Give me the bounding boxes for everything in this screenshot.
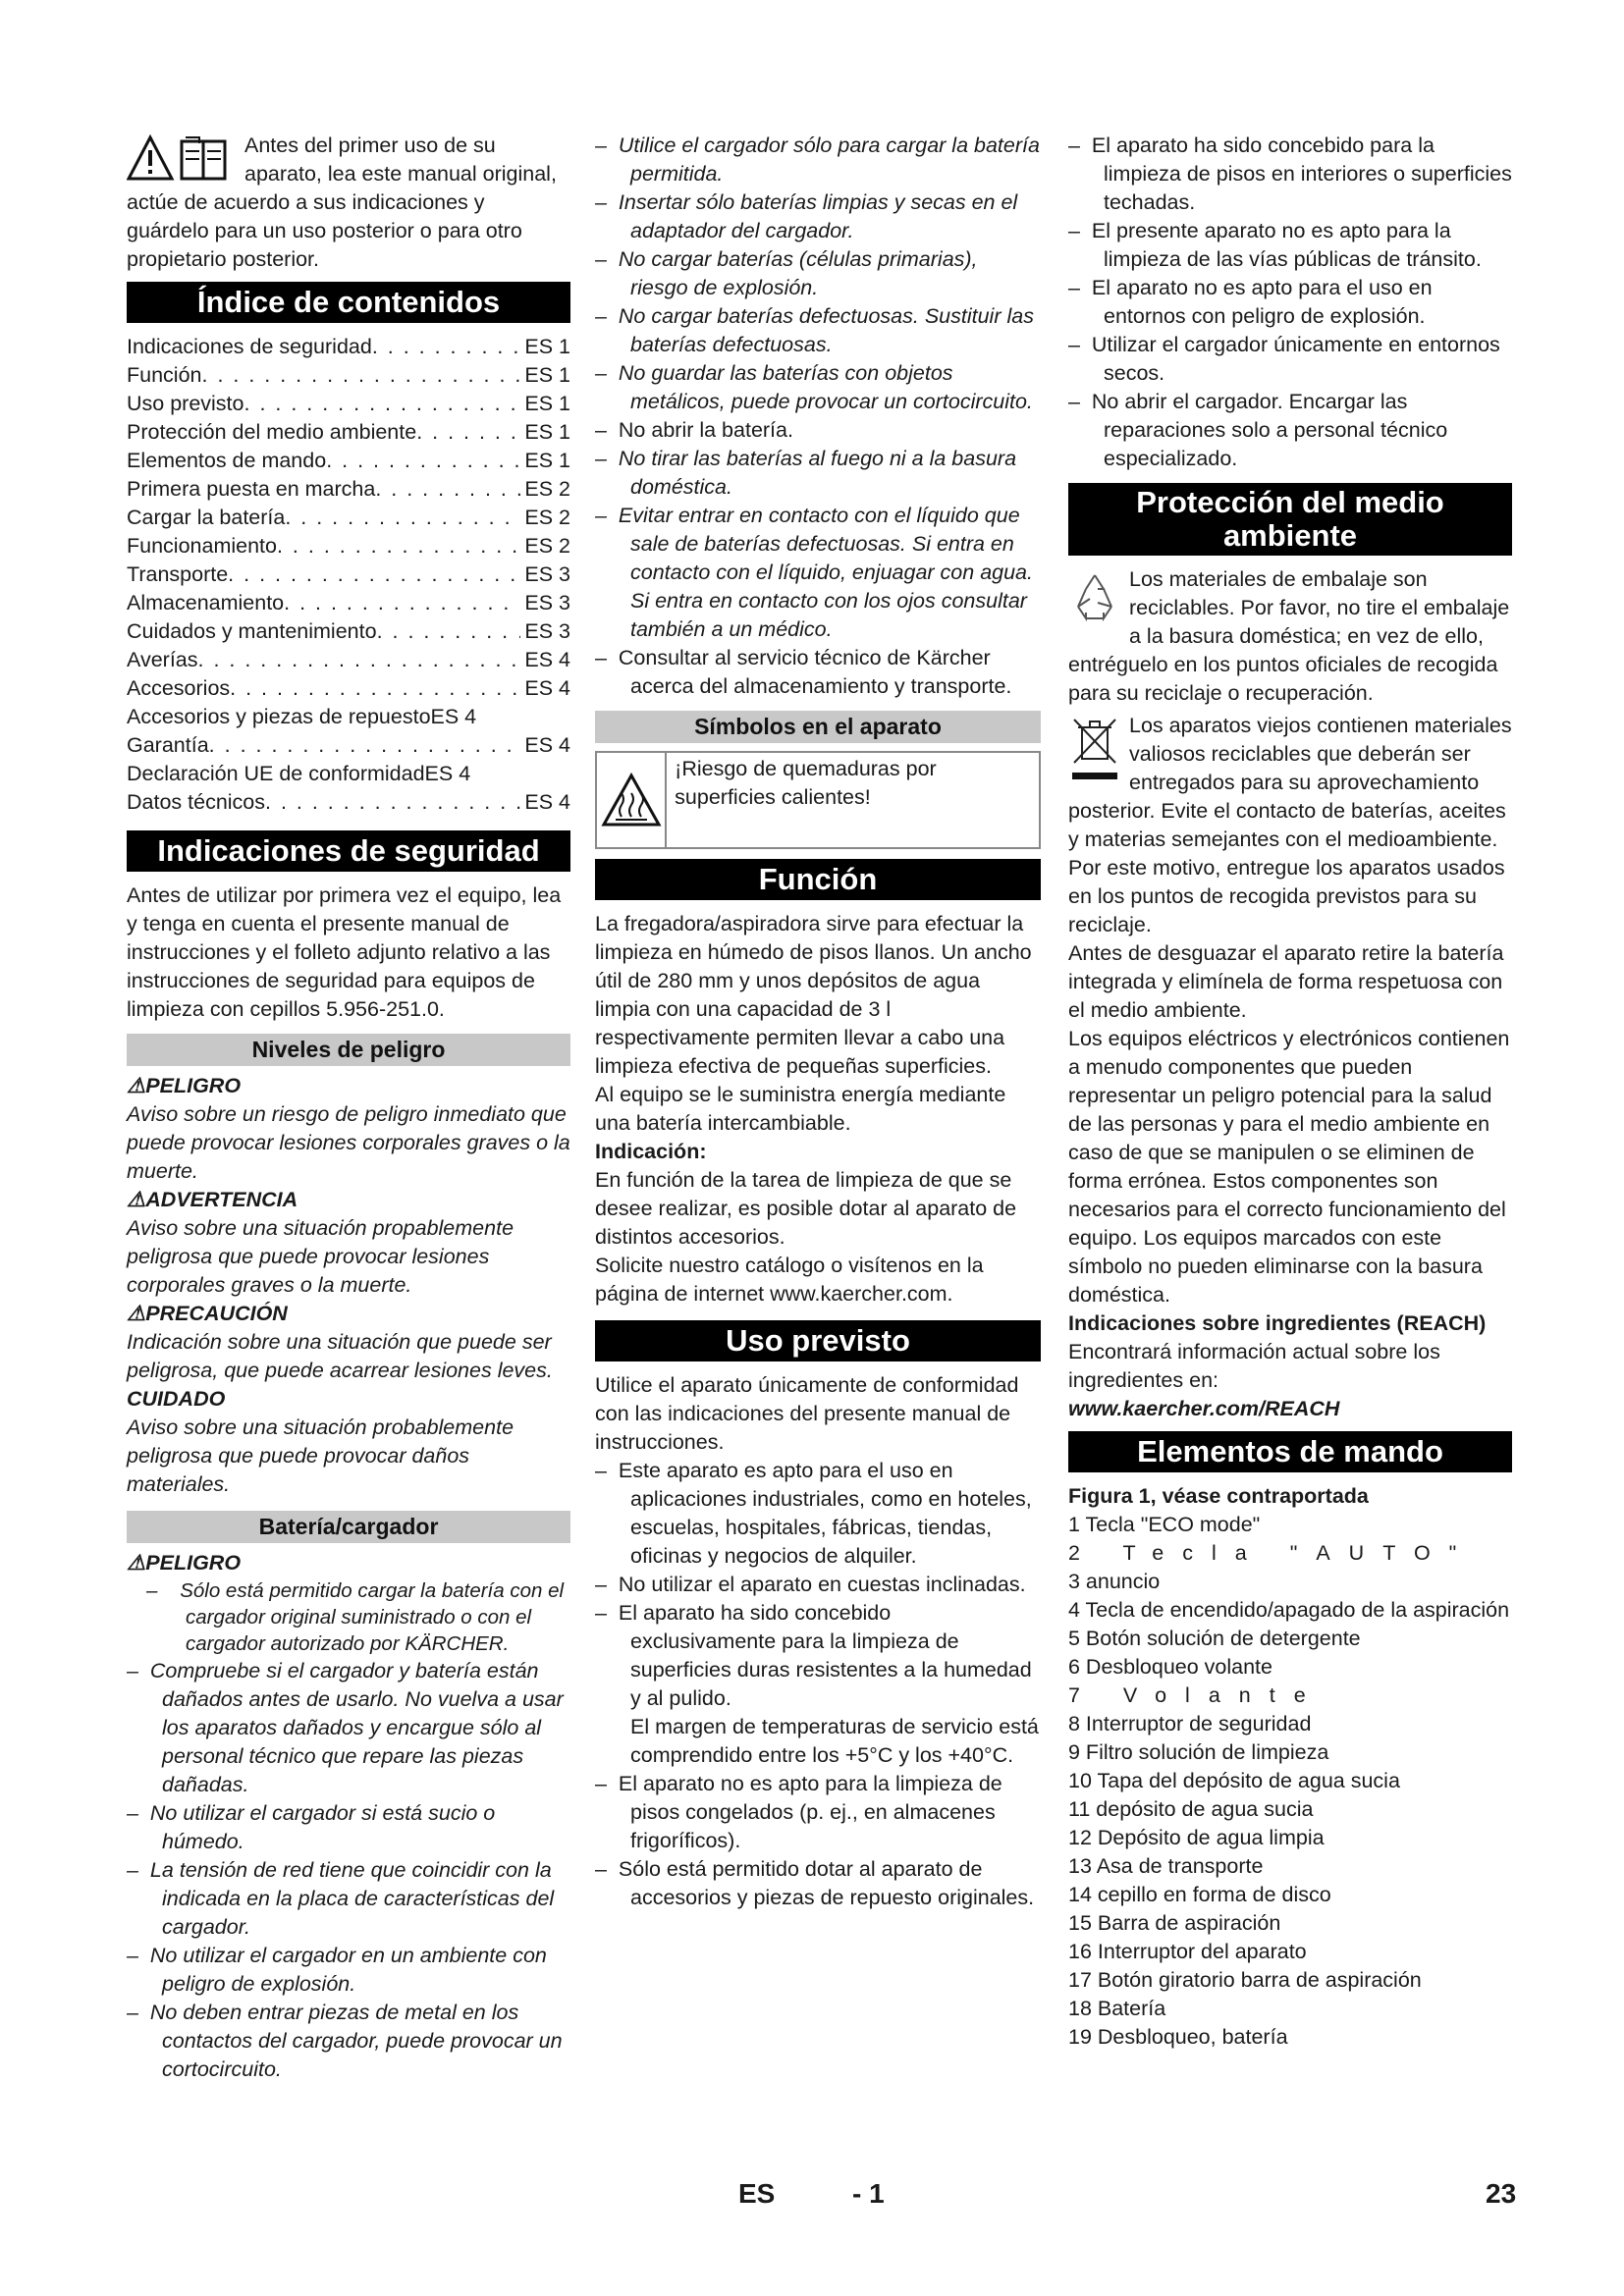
toc-item[interactable]: Datos técnicos . . . ES 4 (127, 788, 570, 817)
list-item: – No utilizar el aparato en cuestas inclinadas. (595, 1573, 1026, 1596)
env-text-2: Antes de desguazar el aparato retire la batería integrada y elimínela de forma respetuosa con el medio ambiente. (1068, 941, 1504, 1022)
peligro-heading: ⚠PELIGRO (127, 1074, 242, 1097)
list-item: 6 Desbloqueo volante (1068, 1655, 1272, 1679)
list-item: – No abrir el cargador. Encargar las reparaciones solo a personal técnico especializado. (1068, 390, 1448, 470)
list-item: – No cargar baterías defectuosas. Sustituir las baterías defectuosas. (595, 304, 1034, 356)
recycle-block (1068, 565, 1512, 708)
list-item: – Utilizar el cargador únicamente en entornos secos. (1068, 333, 1500, 385)
weee-block (1068, 712, 1512, 939)
toc-item[interactable]: Accesorios . . . ES 4 (127, 674, 570, 703)
cuidado-text: Aviso sobre una situación probablemente peligrosa que puede provocar daños materiales. (127, 1415, 514, 1496)
safety-title: Indicaciones de seguridad (127, 830, 570, 872)
intro-text: Antes del primer uso de su aparato, lea este manual original, actúe de acuerdo a sus indicaciones y guárdelo para un uso posterior o para otro propietario posterior. (127, 133, 557, 271)
controls-list (1068, 1511, 1512, 2052)
footer-language: ES (738, 2178, 776, 2209)
list-item: 15 Barra de aspiración (1068, 1911, 1281, 1935)
toc-item[interactable]: Primera puesta en marcha . . . ES 2 (127, 475, 570, 504)
note-text: En función de la tarea de limpieza de que se desee realizar, es posible dotar al aparato de distintos accesorios. (595, 1168, 1017, 1249)
list-item: 8 Interruptor de seguridad (1068, 1712, 1312, 1735)
weee-text: Los aparatos viejos contienen materiales valiosos reciclables que deberán ser entregados para su aprovechamiento posterior. Evite el contacto de baterías, aceites y materias semejantes con el medioambiente. Por este motivo, entregue los aparatos usados en los puntos de recogida previstos para su reciclaje. (1068, 714, 1512, 936)
footer-page-number: 23 (1486, 2178, 1517, 2209)
precaucion-heading: ⚠PRECAUCIÓN (127, 1302, 288, 1325)
toc-item[interactable]: Cuidados y mantenimiento . . . ES 3 (127, 617, 570, 646)
peligro-text: Aviso sobre un riesgo de peligro inmediato que puede provocar lesiones corporales graves o la muerte. (127, 1102, 570, 1183)
battery-title: Batería/cargador (127, 1511, 570, 1543)
toc-item[interactable]: Cargar la batería . . . ES 2 (127, 504, 570, 532)
symbol-box (595, 751, 1041, 849)
function-text-2: Al equipo se le suministra energía mediante una batería intercambiable. (595, 1083, 1006, 1135)
list-item: – El aparato ha sido concebido para la limpieza de pisos en interiores o superficies techadas. (1068, 133, 1512, 214)
list-item: 13 Asa de transporte (1068, 1854, 1264, 1878)
list-item: – Compruebe si el cargador y batería están dañados antes de usarlo. No vuelva a usar los aparatos dañados y encargue sólo al personal técnico que repare las piezas dañadas. (127, 1659, 564, 1796)
toc-item[interactable]: Indicaciones de seguridad . . . ES 1 (127, 333, 570, 361)
toc-item[interactable]: Elementos de mando . . . ES 1 (127, 447, 570, 475)
burn-warning-text: ¡Riesgo de quemaduras por superficies calientes! (675, 757, 937, 809)
toc-item[interactable]: Protección del medio ambiente . . . ES 1 (127, 418, 570, 447)
column-3 (1068, 132, 1512, 2052)
precaucion-text: Indicación sobre una situación que puede ser peligrosa, que puede acarrear lesiones leves. (127, 1330, 553, 1382)
list-item: – No abrir la batería. (595, 418, 793, 442)
list-item: 5 Botón solución de detergente (1068, 1627, 1361, 1650)
list-item: – No tirar las baterías al fuego ni a la basura doméstica. (595, 447, 1017, 499)
use-intro: Utilice el aparato únicamente de conformidad con las indicaciones del presente manual de instrucciones. (595, 1373, 1019, 1454)
function-text-3: Solicite nuestro catálogo o visítenos en la página de internet www.kaercher.com. (595, 1254, 984, 1306)
toc-item[interactable]: Transporte . . . ES 3 (127, 561, 570, 589)
list-item: – No utilizar el cargador en un ambiente con peligro de explosión. (127, 1944, 547, 1996)
warning-triangle-icon: ⚠ (127, 1074, 146, 1097)
list-item: – No utilizar el cargador si está sucio o húmedo. (127, 1801, 496, 1853)
toc-title: Índice de contenidos (127, 282, 570, 323)
danger-levels-title: Niveles de peligro (127, 1034, 570, 1066)
toc-item[interactable]: Garantía . . . ES 4 (127, 731, 570, 760)
list-item: 3 anuncio (1068, 1570, 1161, 1593)
intro-block (127, 132, 570, 274)
warning-manual-icon (127, 133, 239, 185)
list-item: 14 cepillo en forma de disco (1068, 1883, 1331, 1906)
warning-triangle-icon: ⚠ (127, 1551, 146, 1575)
recycle-text: Los materiales de embalaje son reciclables. Por favor, no tire el embalaje a la basura doméstica; en vez de ello, entréguelo en los puntos oficiales de recogida para su reciclaje o recuperación. (1068, 567, 1510, 705)
list-item: 2 Tecla "AUTO" (1068, 1541, 1476, 1565)
toc-item[interactable]: Accesorios y piezas de repuesto ES 4 (127, 705, 477, 728)
temperature-text: El margen de temperaturas de servicio está comprendido entre los +5°C y los +40°C. (630, 1715, 1039, 1767)
column-2 (595, 132, 1041, 1912)
list-item: 1 Tecla "ECO mode" (1068, 1513, 1261, 1536)
recycle-icon (1068, 567, 1121, 624)
list-item: 18 Batería (1068, 1997, 1166, 2020)
toc-list (127, 333, 570, 817)
advertencia-text: Aviso sobre una situación propablemente peligrosa que puede provocar lesiones corporales graves o la muerte. (127, 1216, 514, 1297)
toc-item[interactable]: Almacenamiento . . . ES 3 (127, 589, 570, 617)
reach-link[interactable]: www.kaercher.com/REACH (1068, 1397, 1340, 1420)
list-item: – Insertar sólo baterías limpias y secas en el adaptador del cargador. (595, 190, 1018, 242)
list-item: – Este aparato es apto para el uso en aplicaciones industriales, como en hoteles, escuelas, hospitales, fábricas, tiendas, oficinas y negocios de alquiler. (595, 1459, 1032, 1568)
list-item: 19 Desbloqueo, batería (1068, 2025, 1288, 2049)
note-heading: Indicación: (595, 1140, 707, 1163)
toc-item[interactable]: Uso previsto . . . ES 1 (127, 390, 570, 418)
function-title: Función (595, 859, 1041, 900)
symbols-title: Símbolos en el aparato (595, 711, 1041, 743)
list-item: – Consultar al servicio técnico de Kärcher acerca del almacenamiento y transporte. (595, 646, 1012, 698)
list-item: 12 Depósito de agua limpia (1068, 1826, 1325, 1849)
toc-item[interactable]: Averías . . . ES 4 (127, 646, 570, 674)
warning-triangle-icon: ⚠ (127, 1188, 146, 1211)
list-item: – No deben entrar piezas de metal en los contactos del cargador, puede provocar un cortocircuito. (127, 2001, 563, 2081)
list-item: 16 Interruptor del aparato (1068, 1940, 1307, 1963)
use-title: Uso previsto (595, 1320, 1041, 1362)
crossed-bin-icon (1068, 714, 1121, 782)
toc-item[interactable]: Función . . . ES 1 (127, 361, 570, 390)
list-item: 9 Filtro solución de limpieza (1068, 1740, 1329, 1764)
list-item: – La tensión de red tiene que coincidir con la indicada en la placa de características del cargador. (127, 1858, 555, 1939)
list-item: – Utilice el cargador sólo para cargar la batería permitida. (595, 133, 1040, 186)
advertencia-heading: ⚠ADVERTENCIA (127, 1188, 298, 1211)
list-item: – El presente aparato no es apto para la limpieza de las vías públicas de tránsito. (1068, 219, 1482, 271)
battery-peligro-heading: ⚠PELIGRO (127, 1551, 242, 1575)
controls-title: Elementos de mando (1068, 1431, 1512, 1472)
list-item: 7 Volante (1068, 1683, 1325, 1707)
list-item: – Sólo está permitido cargar la batería con el cargador original suministrado o con el cargador autorizado por KÄRCHER. (146, 1579, 565, 1655)
list-item: – No guardar las baterías con objetos metálicos, puede provocar un cortocircuito. (595, 361, 1033, 413)
toc-item[interactable]: Funcionamiento . . . ES 2 (127, 532, 570, 561)
figure-caption: Figura 1, véase contraportada (1068, 1484, 1369, 1508)
list-item: – El aparato ha sido concebido exclusivamente para la limpieza de superficies duras resistentes a la humedad y al pulido. (595, 1601, 1032, 1710)
environment-title: Protección del medio ambiente (1068, 483, 1512, 556)
list-item: 4 Tecla de encendido/apagado de la aspiración (1068, 1598, 1510, 1622)
env-text-3: Los equipos eléctricos y electrónicos contienen a menudo componentes que pueden representar un peligro potencial para la salud de las personas y para el medio ambiente en caso de que se manipulen o se eliminen de forma errónea. Estos componentes son necesarios para el correcto funcionamiento del equipo. Los equipos marcados con este símbolo no pueden eliminarse con la basura doméstica. (1068, 1027, 1510, 1307)
column-1 (127, 132, 570, 2084)
list-item: – El aparato no es apto para el uso en entornos con peligro de explosión. (1068, 276, 1433, 328)
function-text-1: La fregadora/aspiradora sirve para efectuar la limpieza en húmedo de pisos llanos. Un ancho útil de 280 mm y unos depósitos de agua limpia con una capacidad de 3 l respectivamente permiten llevar a cabo una limpieza efectiva de pequeñas superficies. (595, 912, 1032, 1078)
list-item: – Evitar entrar en contacto con el líquido que sale de baterías defectuosas. Si entra en contacto con el líquido, enjuagar con agua. Si entra en contacto con los ojos consultar también a un médico. (595, 504, 1033, 641)
cuidado-heading: CUIDADO (127, 1387, 226, 1411)
footer-section-page: - 1 (852, 2178, 885, 2209)
list-item: – Sólo está permitido dotar al aparato de accesorios y piezas de repuesto originales. (595, 1857, 1035, 1909)
list-item: – No cargar baterías (células primarias), riesgo de explosión. (595, 247, 978, 299)
warning-triangle-icon: ⚠ (127, 1302, 146, 1325)
list-item: 11 depósito de agua sucia (1068, 1797, 1314, 1821)
list-item: 10 Tapa del depósito de agua sucia (1068, 1769, 1400, 1792)
reach-text: Encontrará información actual sobre los ingredientes en: (1068, 1340, 1440, 1392)
list-item: – El aparato no es apto para la limpieza de pisos congelados (p. ej., en almacenes frigoríficos). (595, 1772, 1002, 1852)
hot-surface-icon (601, 772, 662, 828)
reach-heading: Indicaciones sobre ingredientes (REACH) (1068, 1311, 1487, 1335)
toc-item[interactable]: Declaración UE de conformidad ES 4 (127, 762, 471, 785)
safety-text: Antes de utilizar por primera vez el equipo, lea y tenga en cuenta el presente manual de instrucciones y el folleto adjunto relativo a las instrucciones de seguridad para equipos de limpieza con cepillos 5.956-251.0. (127, 883, 562, 1021)
list-item: 17 Botón giratorio barra de aspiración (1068, 1968, 1422, 1992)
